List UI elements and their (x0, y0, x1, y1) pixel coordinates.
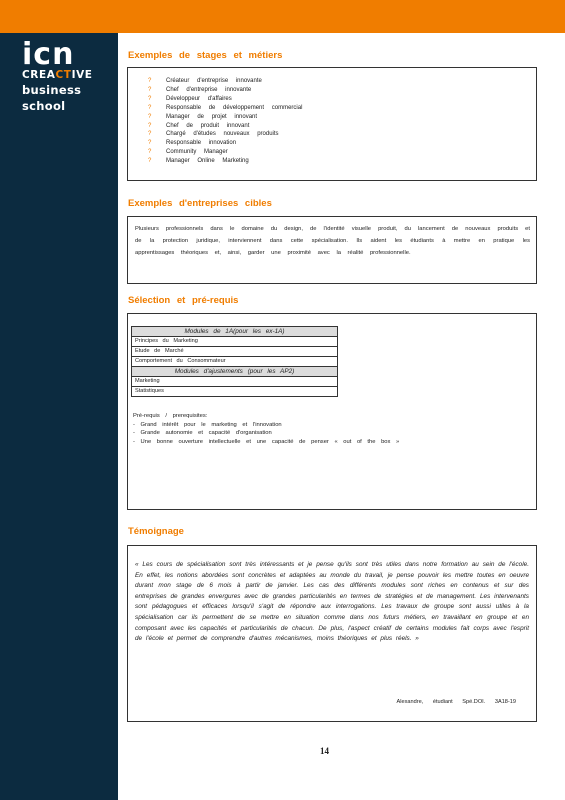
bullet-icon: ? (148, 104, 152, 111)
prereq-title: Pré-requis / prerequisites: (133, 413, 208, 419)
module-ap2-cell: Statistiques (135, 387, 164, 394)
stage-label: Community Manager (166, 149, 228, 156)
sidebar (0, 33, 118, 800)
module-1a-cell: Comportement du Consommateur (132, 357, 337, 367)
bullet-icon: ? (148, 122, 152, 129)
module-ap2-cell: Marketing (132, 377, 337, 387)
temoignage-quote: « Les cours de spécialisation sont très intéressants et je pense qu'ils sont très utiles dans notre formation au sein de l'école. En effet, les notions abordées sont concrètes et adaptées au monde du travail, je pense pouvoir les mettre toutes en oeuvre durant mon stage de 6 mois à partir de janvier. Les cas des différents modules sont riches en contenus et sur des entreprises de grandes envergures avec de grandes particularités en termes de stratégies et de management. Les intervenants sont pédagogues et efficaces lorsqu'il s'agit de répondre aux interrogations. Les travaux de groupe sont aussi utiles à la spécialisation car ils permettent de se mettre en situation comme dans nos futurs métiers, en travaillant en groupe et en composant avec les capacités et particularités de chacun. De plus, l'aspect créatif de certains modules fait corps avec l'esprit de l'école et permet de comprendre d'autres mécanismes, moins théoriques et plus réels. » (135, 561, 529, 643)
bullet-icon: ? (148, 140, 152, 147)
selection-title: Sélection et pré-requis (128, 295, 239, 306)
entreprises-title: Exemples d'entreprises cibles (128, 198, 272, 209)
stage-list-item (148, 157, 536, 166)
bullet-icon: ? (148, 113, 152, 120)
stage-list-item (148, 148, 536, 157)
stages-box (127, 67, 537, 181)
temoignage-signature: Alexandre, étudiant Spé.DOI. 3A18-19 (396, 699, 516, 705)
bullet-icon: ? (148, 131, 152, 138)
modules-1a-header: Modules de 1A(pour les ex-1A) (132, 327, 337, 337)
stage-list-item (148, 95, 536, 104)
stage-label: Responsable innovation (166, 140, 237, 147)
bullet-icon: ? (148, 95, 152, 102)
bullet-icon: ? (148, 86, 152, 93)
entreprises-text: Plusieurs professionnels dans le domaine du design, de l'identité visuelle produit, du lancement de nouveaux produits et de la protection juridique, interviennent dans cette spécialisation. Ils aident les étudiants à mettre en pratique les apprentissages théoriques et, ainsi, garder une proximité avec la réalité professionnelle. (135, 226, 530, 256)
bullet-icon: ? (148, 149, 152, 156)
stage-list-item (148, 139, 536, 148)
logo-icn: icn (22, 37, 75, 72)
stage-label: Manager Online Marketing (166, 158, 249, 165)
stage-list-item (148, 77, 536, 86)
module-1a-cell: Principes du Marketing (132, 337, 337, 347)
stage-list-item (148, 122, 536, 131)
icn-logo (22, 37, 114, 114)
temoignage-title: Témoignage (128, 526, 184, 537)
stage-list-item (148, 130, 536, 139)
stage-label: Responsable de développement commercial (166, 104, 303, 111)
top-orange-bar (0, 0, 565, 33)
stage-list-item (148, 86, 536, 95)
logo-business: business (22, 83, 82, 97)
prereq-block (133, 412, 399, 446)
bullet-icon: ? (148, 78, 152, 84)
module-1a-cell: Etude de Marché (132, 347, 337, 357)
stages-list (128, 68, 536, 166)
modules-table (131, 326, 338, 397)
logo-school: school (22, 99, 66, 113)
stage-label: Chef d'entreprise innovante (166, 86, 252, 93)
prereq-item: - Grande autonomie et capacité d'organisation (133, 430, 272, 437)
stage-label: Développeur d'affaires (166, 95, 232, 102)
stage-label: Chargé d'études nouveaux produits (166, 131, 279, 138)
stages-title: Exemples de stages et métiers (128, 50, 283, 61)
prereq-item: - Une bonne ouverture intellectuelle et une capacité de penser « out of the box » (133, 438, 400, 445)
stage-label: Manager de projet innovant (166, 113, 258, 120)
page-number: 14 (320, 746, 329, 756)
temoignage-box (127, 545, 537, 722)
stage-list-item (148, 104, 536, 113)
modules-ap2-header: Modules d'ajustements (pour les AP2) (132, 367, 337, 377)
stage-label: Chef de produit innovant (166, 122, 250, 129)
stage-list-item (148, 113, 536, 122)
prereq-item: - Grand intérêt pour le marketing et l'innovation (133, 421, 282, 428)
selection-box (127, 313, 537, 510)
bullet-icon: ? (148, 158, 152, 165)
entreprises-box (127, 216, 537, 284)
logo-creactive: CREACTIVE (22, 69, 93, 81)
stage-label: Créateur d'entreprise innovante (166, 78, 262, 84)
